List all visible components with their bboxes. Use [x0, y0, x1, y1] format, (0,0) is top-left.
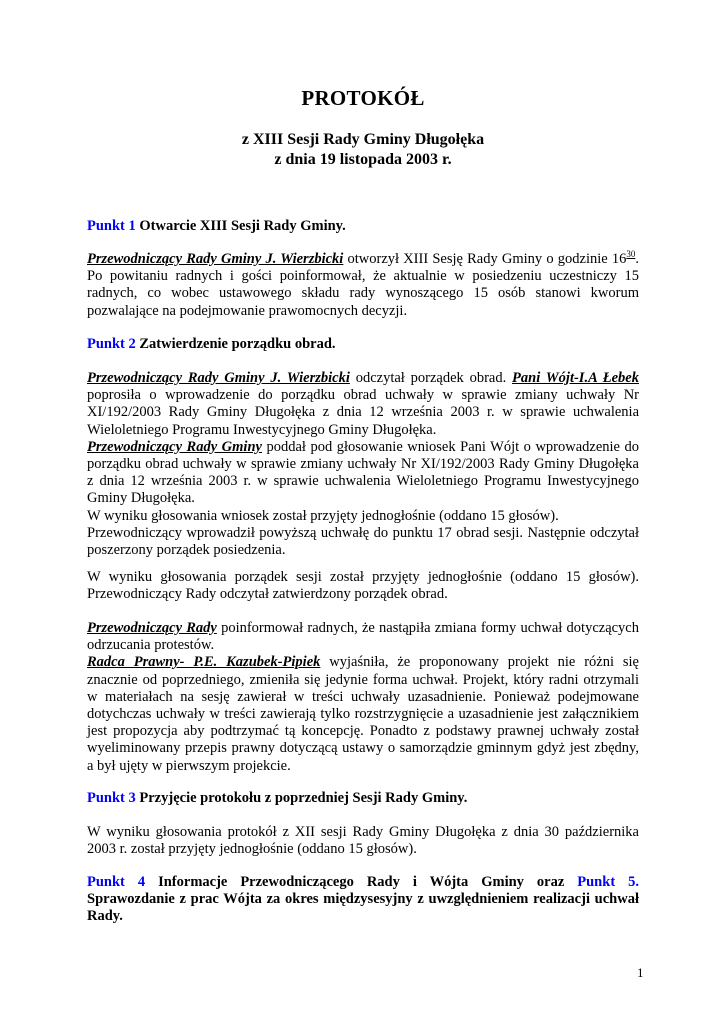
speaker-name: Przewodniczący Rady Gminy J. Wierzbicki — [87, 251, 344, 267]
text-line: Rady. — [87, 908, 123, 925]
punkt-label: Punkt 1 — [87, 218, 136, 234]
document-title: PROTOKÓŁ — [301, 86, 425, 110]
punkt-label: Punkt 5. — [577, 874, 639, 890]
text-line — [87, 874, 639, 891]
paragraph-legal-explanation — [87, 620, 639, 775]
time-superscript: 30 — [626, 249, 636, 260]
text-line — [87, 439, 639, 456]
punkt-label: Punkt 4 — [87, 874, 146, 890]
punkt-label: Punkt 2 — [87, 336, 136, 352]
section-heading-punkt-2 — [87, 336, 639, 353]
paragraph-agenda — [87, 370, 639, 559]
text-line: wyeliminowany przepis prawny dotyczącą ustawy o samorządzie gminnym gdyż jest zbędny, — [87, 740, 639, 757]
punkt-label: Punkt 3 — [87, 790, 136, 806]
section-heading-punkt-1 — [87, 218, 639, 235]
text-line: XI/192/2003 Rady Gminy Długołęka z dnia 12 września 2003 r. w sprawie uchwalenia — [87, 404, 639, 421]
text-line: Sprawozdanie z prac Wójta za okres międzysesyjny z uwzględnieniem realizacji uchwał — [87, 891, 639, 908]
paragraph-agenda-vote — [87, 569, 639, 603]
text-line: Przewodniczący wprowadził powyższą uchwałę do punktu 17 obrad sesji. Następnie odczytał — [87, 524, 639, 541]
text-line: W wyniku głosowania wniosek został przyjęty jednogłośnie (oddano 15 głosów). — [87, 507, 559, 524]
text-line — [87, 370, 639, 387]
text-line: z dnia 12 września 2003 r. w sprawie uchwalenia Wieloletniego Programu Inwestycyjnego — [87, 473, 639, 490]
text-line: Gminy Długołęka. — [87, 490, 195, 507]
text-line: Po powitaniu radnych i gości poinformował, że aktualnie w posiedzeniu uczestniczy 15 — [87, 268, 639, 285]
paragraph-minutes-approval — [87, 824, 639, 858]
section-heading-punkt-3 — [87, 790, 639, 807]
text-line: radnych, co wobec ustawowego składu rady wynoszącego 15 osób stanowi kworum — [87, 285, 639, 302]
document-subtitle-date: z dnia 19 listopada 2003 r. — [274, 151, 452, 168]
text-line: znacznie od poprzedniego, zmieniła się jedynie forma uchwał. Projekt, który radni otrzymali — [87, 671, 639, 688]
text-line: W wyniku głosowania protokół z XII sesji Rady Gminy Długołęka z dnia 30 października — [87, 824, 639, 840]
punkt-title: Przyjęcie protokołu z poprzedniej Sesji Rady Gminy. — [139, 790, 468, 806]
speaker-name: Przewodniczący Rady Gminy J. Wierzbicki — [87, 370, 350, 386]
text-span: odczytał porządek obrad. — [349, 370, 513, 386]
speaker-name: Radca Prawny- P.E. Kazubek-Pipiek — [87, 654, 321, 671]
text-line: dotychczas uchwały w treści zawierają tylko rozstrzygnięcie a uzasadnienie jest załącznikiem — [87, 706, 639, 723]
page-number: 1 — [637, 965, 644, 980]
text-line: jest propozycja aby podtrzymać tą koncepcję. Ponadto z podstawy prawnej uchwały został — [87, 723, 639, 740]
paragraph-opening — [87, 251, 639, 320]
text-line: W wyniku głosowania porządek sesji został przyjęty jednogłośnie (oddano 15 głosów). — [87, 569, 639, 585]
text-span: otworzył XIII Sesję Rady Gminy o godzinie 16 — [343, 251, 627, 267]
text-line: pozwalające na podejmowanie prawomocnych decyzji. — [87, 302, 408, 319]
text-span: poddał pod głosowanie wniosek Pani Wójt o wprowadzenie do — [261, 438, 639, 455]
speaker-name: Przewodniczący Rady — [87, 620, 217, 636]
text-line: porządku obrad uchwały w sprawie zmiany uchwały Nr XI/192/2003 Rady Gminy Długołęka — [87, 456, 639, 473]
text-line: 2003 r. został przyjęty jednogłośnie (oddano 15 głosów). — [87, 841, 417, 858]
text-line: poprosiła o wprowadzenie do porządku obrad uchwały w sprawie zmiany uchwały Nr — [87, 387, 639, 404]
text-span: wyjaśniła, że proponowany projekt nie różni się — [320, 654, 639, 671]
text-line — [87, 251, 639, 268]
text-span: . — [635, 251, 639, 267]
document-subtitle-session: z XIII Sesji Rady Gminy Długołęka — [241, 131, 485, 148]
document-page — [87, 0, 639, 1024]
speaker-name: Pani Wójt-I.A Łebek — [512, 370, 639, 386]
text-line: Przewodniczący Rady odczytał zatwierdzony porządek obrad. — [87, 586, 448, 603]
punkt-title: Otwarcie XIII Sesji Rady Gminy. — [139, 218, 346, 234]
text-line: a był ujęty w pierwszym projekcie. — [87, 757, 291, 774]
text-line — [87, 654, 639, 671]
text-span: poinformował radnych, że nastąpiła zmiana formy uchwał dotyczących — [216, 620, 639, 636]
text-line: Wieloletniego Programu Inwestycyjnego Gminy Długołęka. — [87, 421, 437, 438]
text-line: odrzucania protestów. — [87, 637, 215, 654]
punkt-title: Informacje Przewodniczącego Rady i Wójta Gminy oraz — [158, 874, 565, 890]
punkt-title: Zatwierdzenie porządku obrad. — [139, 336, 336, 352]
text-line — [87, 620, 639, 637]
speaker-name: Przewodniczący Rady Gminy — [87, 438, 262, 455]
section-heading-punkt-4-5 — [87, 874, 639, 926]
text-line: poszerzony porządek posiedzenia. — [87, 542, 286, 559]
text-line: w materiałach na sesję zawierał w treści uchwały uzasadnienie. Ponieważ podejmowane — [87, 688, 639, 705]
